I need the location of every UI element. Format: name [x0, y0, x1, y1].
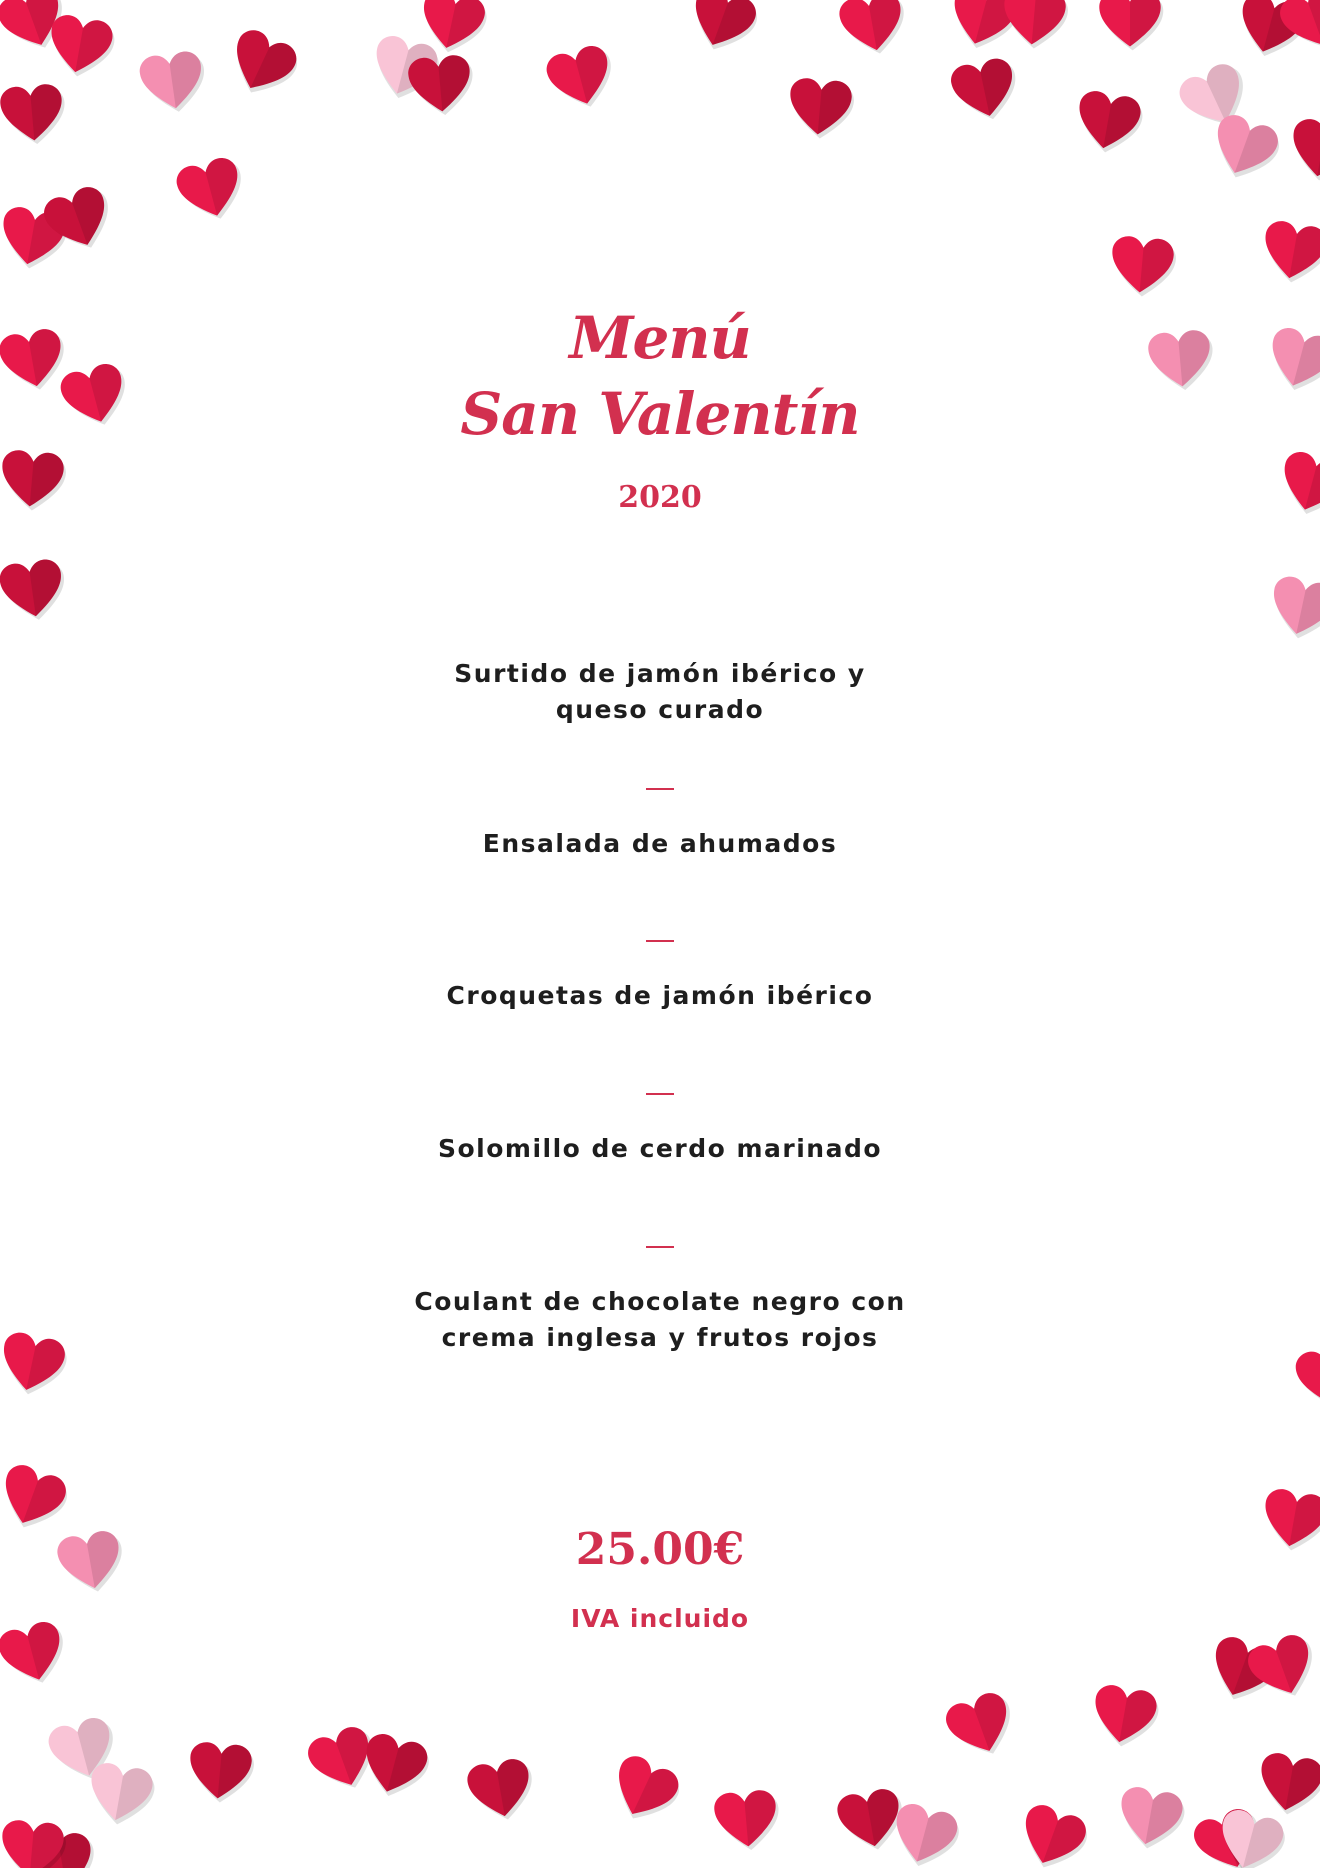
title-line-menu: Menú: [569, 304, 751, 372]
heart-icon: [43, 11, 116, 79]
dish-item-dessert: Coulant de chocolate negro con crema inglesa y frutos rojos: [414, 1287, 906, 1352]
heart-icon: [0, 0, 72, 57]
heart-icon: [0, 203, 69, 271]
dish-divider: [646, 940, 674, 942]
dish-item-main: Solomillo de cerdo marinado: [437, 1134, 883, 1163]
heart-icon: [603, 1749, 686, 1829]
heart-icon: [947, 54, 1022, 124]
heart-icon: [833, 1785, 906, 1853]
dish-divider: [646, 1246, 674, 1248]
dish-divider: [646, 1093, 674, 1095]
heart-icon: [712, 1787, 781, 1850]
heart-icon: [1265, 572, 1320, 642]
menu-title: [0, 300, 1320, 452]
heart-icon: [1173, 57, 1256, 137]
menu-price: 25.00€: [575, 1524, 745, 1575]
heart-icon: [1000, 0, 1069, 49]
heart-icon: [542, 41, 619, 114]
heart-icon: [38, 181, 118, 257]
dish-item-croquettes: Croquetas de jamón ibérico: [446, 981, 874, 1010]
heart-icon: [0, 1817, 66, 1868]
heart-icon: [1257, 217, 1320, 285]
heart-icon: [221, 23, 304, 103]
heart-icon: [1202, 1631, 1282, 1707]
heart-icon: [25, 1829, 98, 1868]
heart-icon: [1232, 0, 1309, 61]
heart-icon: [1071, 87, 1144, 155]
heart-icon: [1253, 1749, 1320, 1817]
heart-icon: [415, 0, 490, 56]
heart-icon: [406, 52, 475, 115]
heart-icon: [1274, 0, 1320, 57]
heart-icon: [1087, 1681, 1160, 1749]
dish-divider: [646, 788, 674, 790]
heart-icon: [0, 81, 66, 144]
heart-icon: [786, 75, 855, 138]
heart-icon: [44, 1713, 121, 1786]
heart-icon: [83, 1759, 156, 1827]
dish-item-starter-platter: Surtido de jamón ibérico y queso curado: [454, 659, 866, 724]
heart-icon: [1113, 1783, 1186, 1851]
heart-icon: [0, 1328, 69, 1398]
tax-note: IVA incluido: [570, 1604, 750, 1633]
menu-year: 2020: [618, 480, 702, 515]
heart-icon: [356, 1729, 433, 1802]
heart-icon: [940, 1687, 1020, 1763]
heart-icon: [1242, 1629, 1320, 1705]
heart-icon: [1098, 0, 1162, 48]
dish-item-salad: Ensalada de ahumados: [482, 829, 838, 858]
heart-icon: [1012, 1799, 1092, 1868]
heart-icon: [366, 31, 443, 104]
heart-icon: [1212, 1805, 1289, 1868]
heart-icon: [886, 1799, 963, 1868]
title-line-san-valentin: San Valentín: [460, 380, 860, 448]
heart-icon: [0, 556, 68, 622]
heart-icon: [835, 0, 908, 57]
heart-icon: [172, 153, 249, 226]
heart-icon: [302, 1721, 382, 1797]
heart-icon: [1108, 233, 1177, 296]
heart-icon: [1292, 1344, 1320, 1410]
heart-icon: [944, 0, 1021, 53]
heart-icon: [1204, 109, 1284, 185]
heart-icon: [463, 1755, 536, 1823]
heart-icon: [136, 48, 207, 114]
heart-icon: [186, 1739, 255, 1802]
heart-icon: [1188, 1803, 1268, 1868]
heart-icon: [682, 0, 762, 57]
heart-icon: [1285, 115, 1320, 183]
